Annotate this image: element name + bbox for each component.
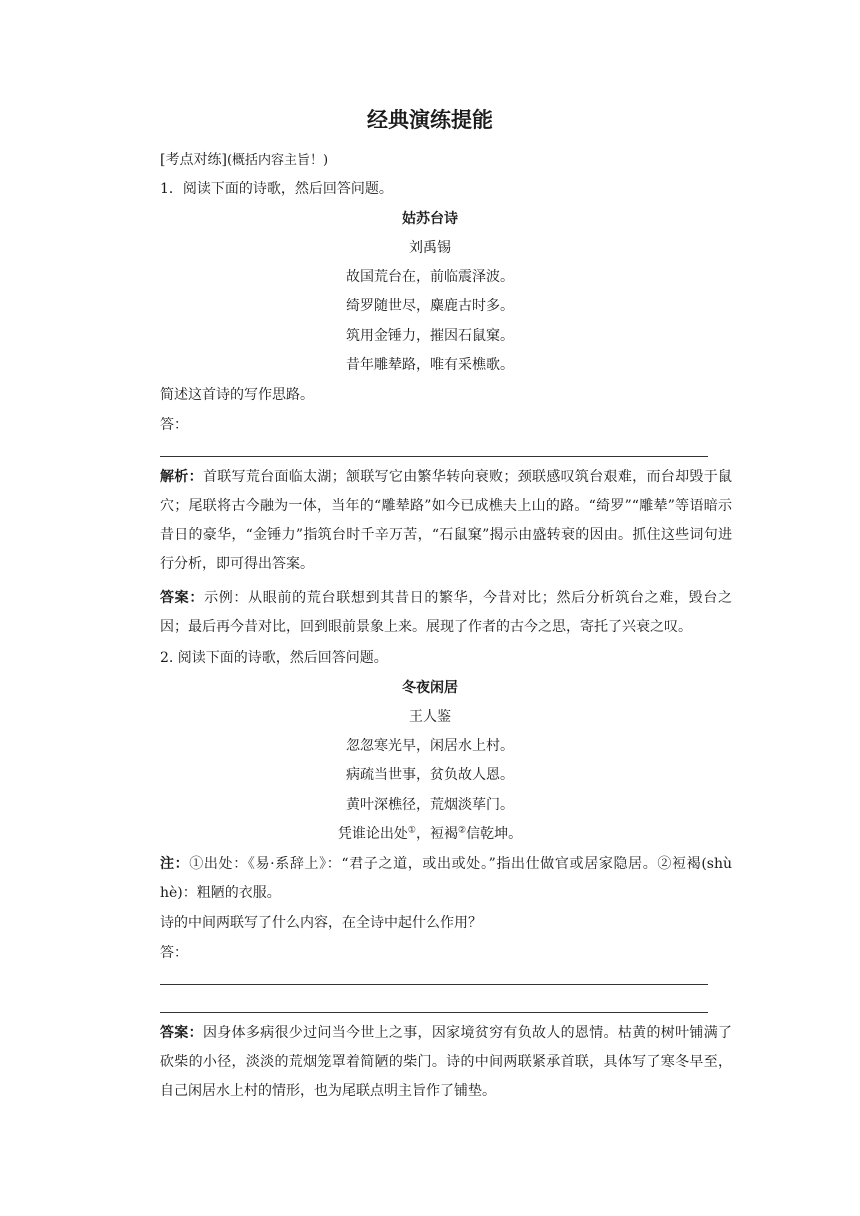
q2-note	[160, 850, 732, 908]
q2-author: 王人鉴	[409, 709, 451, 725]
answer-text: 因身体多病很少过问当今世上之事，因家境贫穷有负故人的恩情。枯黄的树叶铺满了砍柴的小径，淡淡的荒烟笼罩着简陋的柴门。诗的中间两联紧承首联，具体写了寒冬早至，自己闲居水上村的情形，也为尾联点明主旨作了铺垫。	[160, 1025, 733, 1099]
q2-poem-line: 病疏当世事，贫负故人恩。	[346, 767, 514, 783]
poem-text: ，裋褐	[416, 826, 458, 842]
answer-line	[160, 984, 708, 985]
q2-answer	[160, 1019, 732, 1106]
answer-line	[160, 1012, 708, 1013]
q2-poem-line: 忽忽寒光早，闲居水上村。	[346, 738, 514, 754]
answer-label: 答案：	[160, 590, 205, 606]
answer-label: 答案：	[160, 1025, 203, 1041]
q1-poem-title: 姑苏台诗	[402, 211, 458, 227]
q2-poem-line-last	[0, 824, 860, 844]
q1-poem-line: 绮罗随世尽，麋鹿古时多。	[346, 298, 514, 314]
q2-answer-prompt: 答：	[160, 945, 188, 961]
q2-prompt: 2. 阅读下面的诗歌，然后回答问题。	[160, 650, 388, 666]
q1-author: 刘禹锡	[409, 240, 451, 256]
q1-poem-line: 筑用金锤力，摧因石鼠窠。	[346, 328, 514, 344]
note-label: 注：	[160, 856, 190, 872]
q2-question: 诗的中间两联写了什么内容，在全诗中起什么作用？	[160, 915, 482, 931]
poem-text: 信乾坤。	[466, 826, 523, 842]
q1-analysis	[160, 463, 732, 579]
section-label: [考点对练]	[160, 152, 227, 168]
analysis-label: 解析：	[160, 469, 203, 485]
footnote-ref: ①	[407, 825, 416, 836]
q2-poem-line: 黄叶深樵径，荒烟淡荜门。	[346, 797, 514, 813]
q1-answer-prompt: 答：	[160, 417, 188, 433]
section-hint: (概括内容主旨！)	[226, 153, 329, 168]
section-header	[160, 150, 328, 171]
q1-answer	[160, 584, 732, 642]
q1-prompt: 1．阅读下面的诗歌，然后回答问题。	[160, 181, 393, 197]
page-title: 经典演练提能	[367, 108, 493, 132]
note-text: ①出处：《易·系辞上》：“君子之道，或出或处。”指出仕做官或居家隐居。②裋褐(shù hè)：粗陋的衣服。	[160, 856, 732, 901]
q1-question: 简述这首诗的写作思路。	[160, 387, 314, 403]
analysis-text: 首联写荒台面临太湖；颔联写它由繁华转向衰败；颈联感叹筑台艰难，而台却毁于鼠穴；尾联将古今融为一体，当年的“雕辇路”如今已成樵夫上山的路。“绮罗”“雕辇”等语暗示昔日的豪华，“金锤力”指筑台时千辛万苦，“石鼠窠”揭示由盛转衰的因由。抓住这些词句进行分析，即可得出答案。	[160, 469, 733, 572]
footnote-ref: ②	[458, 825, 467, 836]
answer-line	[160, 456, 708, 457]
q1-poem-line: 故国荒台在，前临震泽波。	[346, 269, 514, 285]
q1-poem-line: 昔年雕辇路，唯有采樵歌。	[346, 357, 514, 373]
answer-text: 示例：从眼前的荒台联想到其昔日的繁华，今昔对比；然后分析筑台之难，毁台之因；最后再今昔对比，回到眼前景象上来。展现了作者的古今之思，寄托了兴衰之叹。	[160, 590, 733, 635]
q2-poem-title: 冬夜闲居	[402, 680, 458, 696]
poem-text: 凭谁论出处	[337, 826, 408, 842]
